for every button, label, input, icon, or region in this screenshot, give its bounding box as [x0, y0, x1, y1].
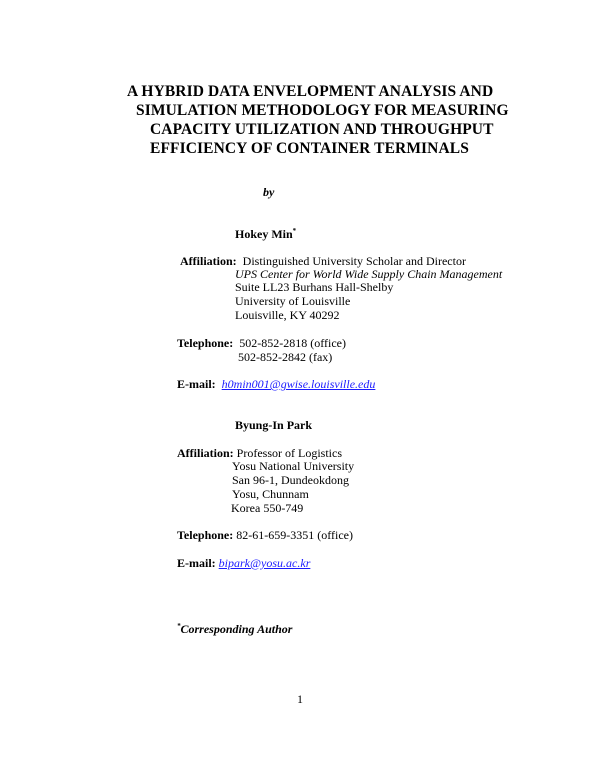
- author2-affiliation-title: Professor of Logistics: [236, 446, 342, 460]
- author2-telephone-label: Telephone:: [177, 528, 234, 542]
- author2-email-label: E-mail:: [177, 556, 216, 570]
- corresponding-mark: *: [177, 622, 181, 630]
- author2-affiliation-line: [177, 446, 342, 460]
- author2-address-4: Korea 550-749: [231, 501, 304, 515]
- author1-telephone-label: Telephone:: [177, 336, 234, 350]
- author2-telephone-office: 82-61-659-3351 (office): [236, 528, 353, 542]
- author2-address-3: Yosu, Chunnam: [232, 487, 309, 501]
- author1-address-3: Louisville, KY 40292: [235, 308, 340, 322]
- title-line-1: A HYBRID DATA ENVELOPMENT ANALYSIS AND: [127, 83, 494, 100]
- author1-email-link[interactable]: h0min001@gwise.louisville.edu: [221, 377, 376, 391]
- author1-address-2: University of Louisville: [235, 294, 351, 308]
- title-line-4: EFFICIENCY OF CONTAINER TERMINALS: [150, 140, 469, 157]
- author2-address-2: San 96-1, Dundeokdong: [232, 473, 349, 487]
- author1-telephone-line: [177, 336, 346, 350]
- author1-affiliation-title: Distinguished University Scholar and Director: [242, 254, 466, 268]
- author2-affiliation-label: Affiliation:: [177, 446, 234, 460]
- author1-telephone-office: 502-852-2818 (office): [239, 336, 346, 350]
- author1-name: Hokey Min: [235, 227, 293, 241]
- author2-address-1: Yosu National University: [232, 459, 355, 473]
- author1-name-line: [235, 227, 296, 241]
- author1-affiliation-center: UPS Center for World Wide Supply Chain Management: [235, 267, 503, 281]
- author2-telephone-line: [177, 528, 353, 542]
- author1-affiliation-line: [180, 254, 466, 268]
- title-line-2: SIMULATION METHODOLOGY FOR MEASURING: [136, 102, 509, 119]
- author1-email-label: E-mail:: [177, 377, 216, 391]
- author1-telephone-fax: 502-852-2842 (fax): [238, 350, 333, 364]
- by-label: by: [263, 185, 275, 199]
- author2-name: Byung-In Park: [235, 418, 313, 432]
- page-number: 1: [297, 692, 303, 706]
- author2-email-line: [177, 556, 310, 570]
- corresponding-author-note: [177, 622, 292, 636]
- title-line-3: CAPACITY UTILIZATION AND THROUGHPUT: [150, 121, 494, 138]
- corresponding-label: Corresponding Author: [180, 622, 293, 636]
- author1-address-1: Suite LL23 Burhans Hall-Shelby: [235, 280, 394, 294]
- author2-email-link[interactable]: bipark@yosu.ac.kr: [218, 556, 311, 570]
- author1-email-line: [177, 377, 375, 391]
- author1-mark: *: [292, 227, 297, 235]
- author1-affiliation-label: Affiliation:: [180, 254, 237, 268]
